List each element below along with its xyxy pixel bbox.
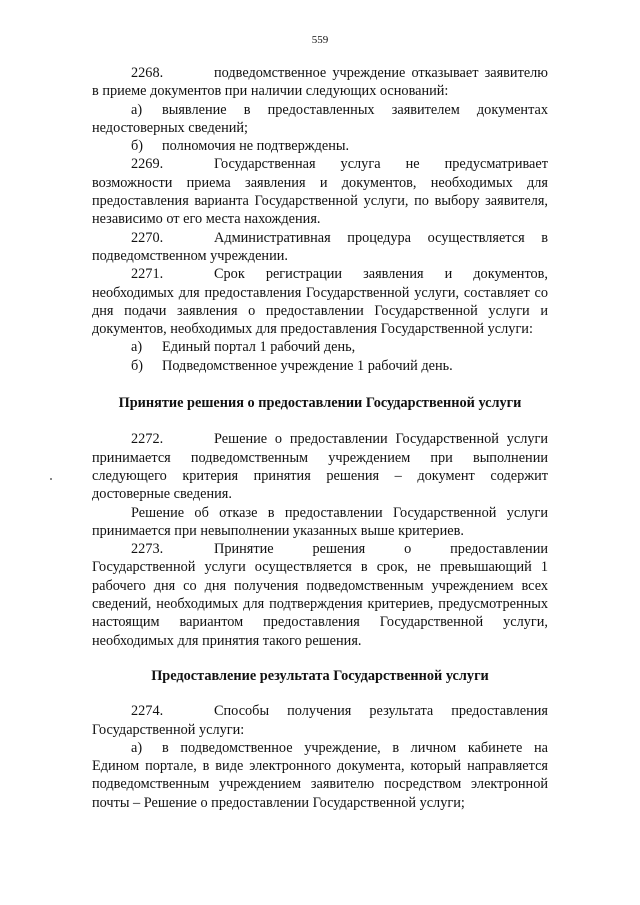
list-item bbox=[92, 137, 548, 155]
list-item-text: Подведомственное учреждение 1 рабочий день. bbox=[162, 357, 453, 374]
numbered-paragraph bbox=[92, 229, 548, 266]
list-marker: б) bbox=[131, 138, 144, 155]
page-number: 559 bbox=[311, 34, 329, 46]
section-heading: Принятие решения о предоставлении Государственной услуги bbox=[118, 395, 522, 412]
numbered-paragraph bbox=[92, 64, 548, 101]
paragraph: Решение об отказе в предоставлении Государственной услуги принимается при невыполнении указанных выше критериев. bbox=[92, 504, 548, 539]
numbered-paragraph bbox=[92, 265, 548, 338]
paragraph-text: Срок регистрации заявления и документов, необходимых для предоставления Государственной услуги, составляет со дня подачи заявления о предоставлении Государственной услуги и документов, необходимых для предоставления Государственной услуги: bbox=[92, 266, 548, 338]
list-item bbox=[92, 338, 548, 356]
list-item-text: в подведомственное учреждение, в личном кабинете на Едином портале, в виде электронного документа, который направляется подведомственным учреждением заявителю посредством электронной почты – Решение о предоставлении Государственной услуги; bbox=[92, 739, 548, 811]
list-item bbox=[92, 101, 548, 138]
document-body bbox=[92, 64, 548, 812]
paragraph-text: Административная процедура осуществляется в подведомственном учреждении. bbox=[92, 229, 548, 264]
list-marker: а) bbox=[131, 739, 143, 756]
list-marker: а) bbox=[131, 101, 143, 118]
numbered-paragraph bbox=[92, 430, 548, 503]
list-marker: б) bbox=[131, 357, 144, 374]
paragraph-number: 2269. bbox=[131, 156, 164, 173]
list-item bbox=[92, 357, 548, 375]
paragraph-text: Государственная услуга не предусматривает возможности приема заявления и документов, необходимых для предоставления варианта Государственной услуги, по выбору заявителя, независимо от его места нахождения. bbox=[92, 156, 548, 228]
list-item-text: полномочия не подтверждены. bbox=[162, 138, 350, 155]
list-item-text: Единый портал 1 рабочий день, bbox=[162, 339, 356, 356]
numbered-paragraph bbox=[92, 702, 548, 739]
numbered-paragraph bbox=[92, 155, 548, 228]
list-item-text: выявление в предоставленных заявителем документах недостоверных сведений; bbox=[92, 101, 548, 136]
paragraph-text: Решение о предоставлении Государственной услуги принимается подведомственным учреждением при выполнении следующего критерия принятия решения – документ содержит достоверные сведения. bbox=[92, 431, 548, 503]
paragraph-text: Принятие решения о предоставлении Государственной услуги осуществляется в срок, не превышающий 1 рабочего дня со дня получения подведомственным учреждением всех сведений, необходимых для подтверждения критериев, предусмотренных настоящим вариантом предоставления Государственной услуги, необходимых для принятия такого решения. bbox=[92, 541, 548, 649]
section-heading: Предоставление результата Государственной услуги bbox=[151, 667, 489, 684]
list-item bbox=[92, 739, 548, 812]
numbered-paragraph bbox=[92, 540, 548, 650]
paragraph-number: 2270. bbox=[131, 229, 164, 246]
scan-speck bbox=[50, 478, 52, 480]
paragraph-number: 2272. bbox=[131, 431, 164, 448]
list-marker: а) bbox=[131, 339, 143, 356]
paragraph-text: Способы получения результата предоставления Государственной услуги: bbox=[92, 703, 548, 738]
paragraph-text: подведомственное учреждение отказывает заявителю в приеме документов при наличии следующих оснований: bbox=[92, 65, 548, 100]
paragraph-number: 2273. bbox=[131, 541, 164, 558]
paragraph-number: 2268. bbox=[131, 65, 164, 81]
paragraph-number: 2274. bbox=[131, 703, 164, 720]
paragraph-number: 2271. bbox=[131, 266, 164, 283]
